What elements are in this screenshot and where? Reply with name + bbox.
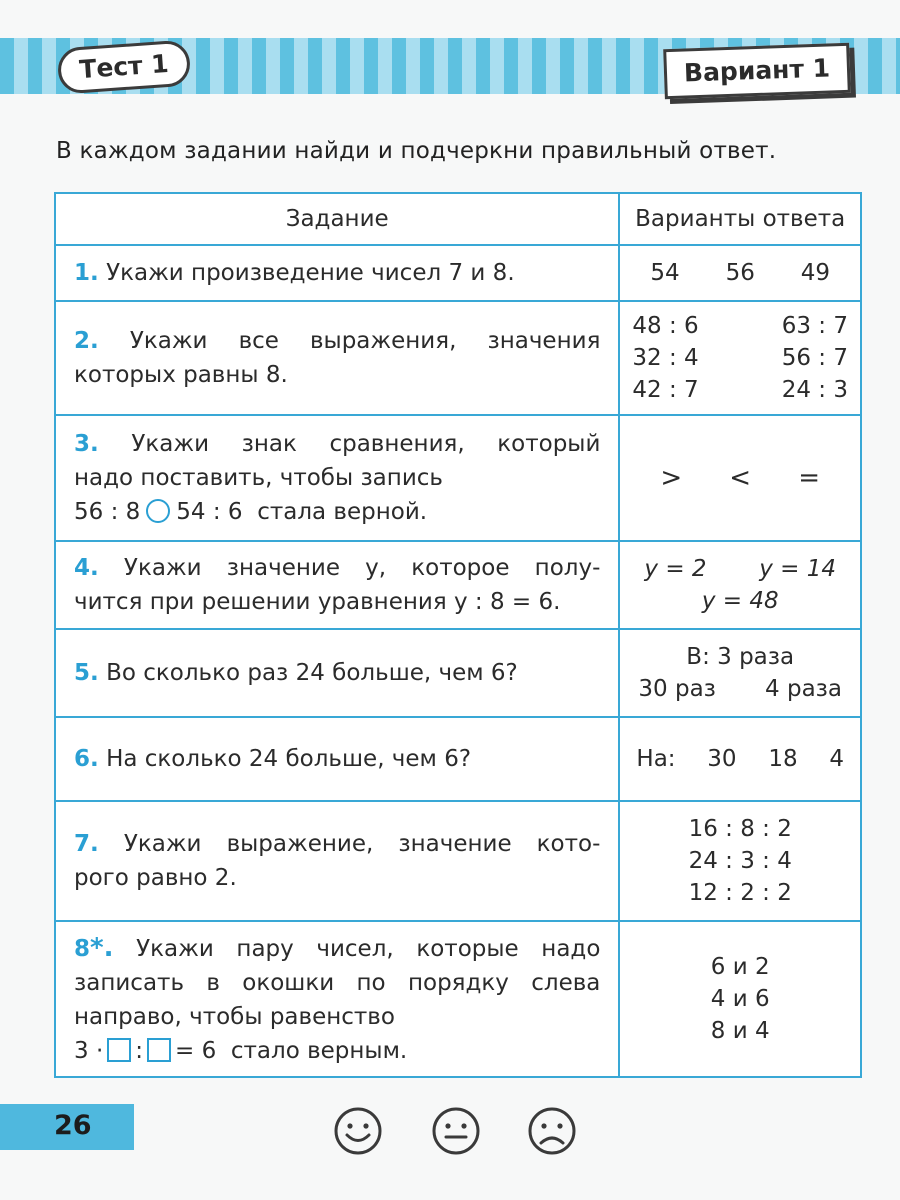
answers-4 bbox=[619, 541, 861, 629]
answer-option[interactable]: < bbox=[729, 463, 752, 493]
answer-option[interactable]: 24 : 3 : 4 bbox=[688, 848, 792, 874]
task-line bbox=[74, 427, 600, 461]
task-number: 6. bbox=[74, 746, 99, 772]
task-7 bbox=[55, 801, 619, 921]
table-row bbox=[55, 245, 861, 301]
table-row bbox=[55, 801, 861, 921]
variant-label: Вариант 1 bbox=[663, 43, 851, 99]
answer-option[interactable]: у = 2 bbox=[644, 556, 707, 582]
answer-option[interactable]: 3 раза bbox=[717, 644, 795, 670]
answer-box-blank bbox=[107, 1038, 131, 1062]
answer-option[interactable]: 63 : 7 bbox=[781, 313, 848, 339]
answer-option[interactable]: 56 : 7 bbox=[781, 345, 848, 371]
column-header-answers: Варианты ответа bbox=[619, 193, 861, 245]
task-text: стало верным. bbox=[230, 1037, 408, 1064]
answer-option[interactable]: 24 : 3 bbox=[781, 377, 848, 403]
table-row bbox=[55, 717, 861, 801]
expression-part: = 6 bbox=[175, 1037, 217, 1064]
table-header-row bbox=[55, 193, 861, 245]
answer-option[interactable]: 42 : 7 bbox=[632, 377, 699, 403]
task-5 bbox=[55, 629, 619, 717]
answers-8 bbox=[619, 921, 861, 1077]
comparison-circle-blank bbox=[146, 499, 170, 523]
answers-3 bbox=[619, 415, 861, 541]
task-text: чится при решении уравнения у : 8 = 6. bbox=[74, 589, 561, 615]
task-line bbox=[74, 324, 600, 358]
table-row bbox=[55, 629, 861, 717]
task-6 bbox=[55, 717, 619, 801]
task-text: На сколько 24 больше, чем 6? bbox=[106, 746, 472, 772]
answer-option[interactable]: 30 bbox=[707, 746, 737, 772]
answer-prefix: На: bbox=[636, 746, 676, 772]
tasks-table bbox=[54, 192, 862, 1078]
answer-option[interactable]: 6 и 2 bbox=[710, 954, 770, 980]
task-line bbox=[74, 551, 600, 585]
task-text: Во сколько раз 24 больше, чем 6? bbox=[106, 660, 518, 686]
test-label: Тест 1 bbox=[57, 39, 192, 94]
column-header-task: Задание bbox=[55, 193, 619, 245]
task-number: 4. bbox=[74, 555, 99, 581]
answer-option[interactable]: 54 bbox=[650, 260, 680, 286]
expression-part: 3 · bbox=[74, 1037, 104, 1064]
task-3 bbox=[55, 415, 619, 541]
task-text: надо поставить, чтобы запись bbox=[74, 465, 443, 491]
answer-option[interactable]: 56 bbox=[725, 260, 755, 286]
sad-face-icon[interactable] bbox=[526, 1105, 578, 1157]
table-row bbox=[55, 301, 861, 415]
task-number: 2. bbox=[74, 328, 99, 354]
answer-option[interactable]: 32 : 4 bbox=[632, 345, 699, 371]
answer-option[interactable]: 18 bbox=[768, 746, 798, 772]
task-text: стала верной. bbox=[257, 499, 428, 525]
table-row bbox=[55, 415, 861, 541]
expression-right: 54 : 6 bbox=[176, 499, 243, 525]
task-text: Укажи произведение чисел 7 и 8. bbox=[106, 260, 515, 286]
task-text: рого равно 2. bbox=[74, 865, 237, 891]
neutral-face-icon[interactable] bbox=[430, 1105, 482, 1157]
task-star: *. bbox=[90, 932, 114, 963]
self-assessment-faces bbox=[332, 1105, 582, 1157]
answer-option[interactable]: = bbox=[798, 463, 820, 493]
task-number: 3. bbox=[74, 431, 99, 457]
answers-5 bbox=[619, 629, 861, 717]
table-row bbox=[55, 541, 861, 629]
smile-face-icon[interactable] bbox=[332, 1105, 384, 1157]
task-4 bbox=[55, 541, 619, 629]
answers-2 bbox=[619, 301, 861, 415]
answer-option[interactable]: 16 : 8 : 2 bbox=[688, 816, 792, 842]
task-line bbox=[74, 827, 600, 861]
expression-left: 56 : 8 bbox=[74, 499, 141, 525]
answer-option[interactable]: 4 и 6 bbox=[710, 986, 770, 1012]
answers-7 bbox=[619, 801, 861, 921]
task-text: Укажи знак сравнения, который bbox=[131, 431, 601, 457]
answer-option[interactable]: > bbox=[660, 463, 683, 493]
answer-option[interactable]: 8 и 4 bbox=[710, 1018, 770, 1044]
answer-option[interactable]: у = 14 bbox=[759, 556, 836, 582]
task-8 bbox=[55, 921, 619, 1077]
answer-option[interactable]: 4 bbox=[829, 746, 844, 772]
expression-part: : bbox=[135, 1037, 144, 1064]
task-text: Укажи пару чисел, которые надо bbox=[136, 935, 601, 962]
answer-prefix: В: bbox=[686, 644, 710, 670]
task-1 bbox=[55, 245, 619, 301]
task-text: которых равны 8. bbox=[74, 362, 288, 388]
task-text: направо, чтобы равенство bbox=[74, 1003, 395, 1030]
task-text: записать в окошки по порядку слева bbox=[74, 969, 601, 996]
answers-6 bbox=[619, 717, 861, 801]
task-number: 7. bbox=[74, 831, 99, 857]
task-2 bbox=[55, 301, 619, 415]
page-number: 26 bbox=[54, 1110, 92, 1141]
task-line bbox=[74, 931, 600, 966]
answer-option[interactable]: 49 bbox=[800, 260, 830, 286]
answer-option[interactable]: 48 : 6 bbox=[632, 313, 699, 339]
task-number: 5. bbox=[74, 660, 99, 686]
instruction-text: В каждом задании найди и подчеркни правильный ответ. bbox=[56, 138, 777, 164]
answers-1 bbox=[619, 245, 861, 301]
answer-option[interactable]: 30 раз bbox=[638, 676, 716, 702]
answer-option[interactable]: 4 раза bbox=[765, 676, 842, 702]
answer-box-blank bbox=[147, 1038, 171, 1062]
task-text: Укажи выражение, значение кото- bbox=[123, 831, 601, 857]
table-row bbox=[55, 921, 861, 1077]
task-number: 1. bbox=[74, 260, 99, 286]
task-text: Укажи все выражения, значения bbox=[129, 328, 601, 354]
task-number: 8 bbox=[74, 935, 91, 962]
answer-option[interactable]: 12 : 2 : 2 bbox=[688, 880, 792, 906]
task-text: Укажи значение у, которое полу- bbox=[123, 555, 601, 581]
answer-option[interactable]: у = 48 bbox=[701, 588, 779, 614]
